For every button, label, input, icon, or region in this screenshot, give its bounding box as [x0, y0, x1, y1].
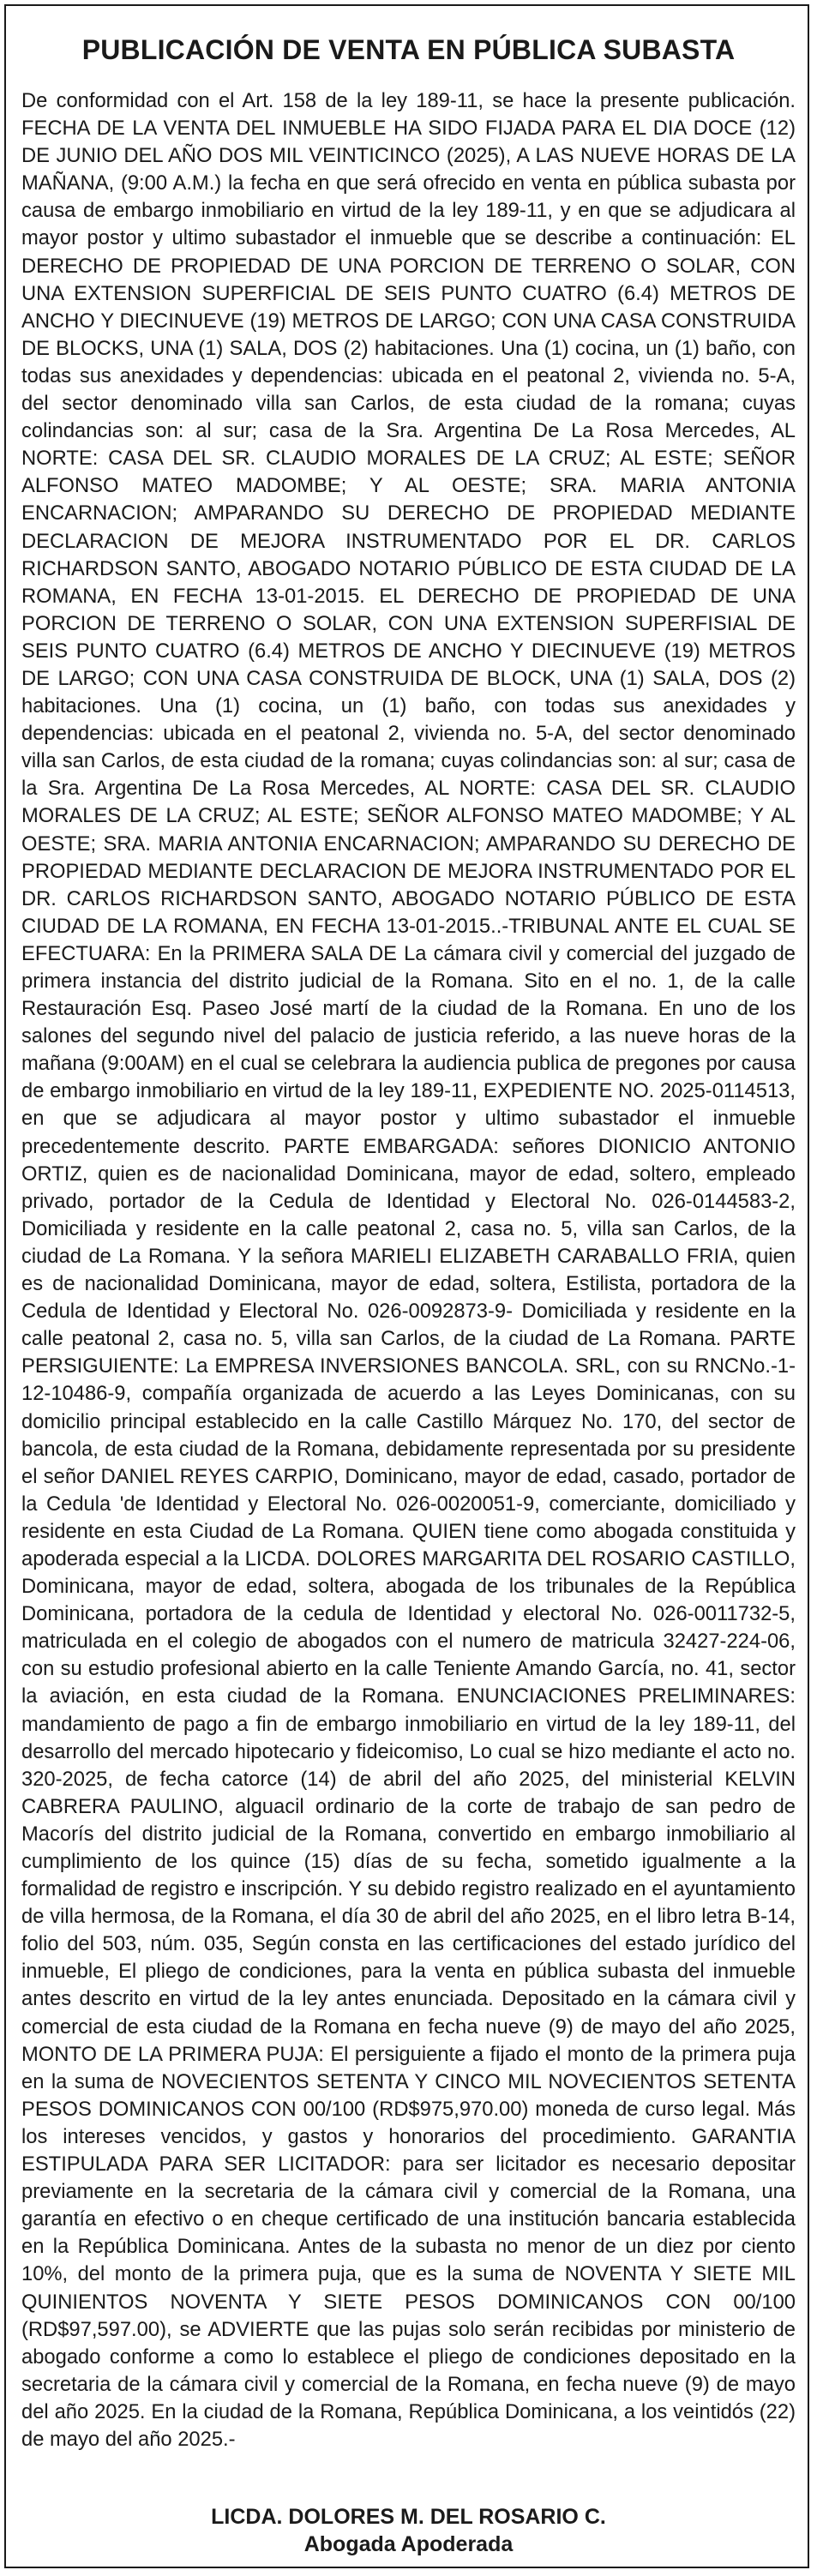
signature-block — [0, 2503, 817, 2558]
signature-role: Abogada Apoderada — [303, 2532, 514, 2556]
notice-body-text: De conformidad con el Art. 158 de la ley 189-11, se hace la presente publicación. FECHA DE LA VENTA DEL INMUEBLE HA SIDO FIJADA PARA EL DIA DOCE (12) DE JUNIO DEL AÑO DOS MIL VEINTICINCO (2025), A LAS NUEVE HORAS DE LA MAÑANA, (9:00 A.M.) la fecha en que será ofrecido en venta en pública subasta por causa de embargo inmobiliario en virtud de la ley 189-11, y en que se adjudicara al mayor postor y ultimo subastador el inmueble que se describe a continuación: EL DERECHO DE PROPIEDAD DE UNA PORCION DE TERRENO O SOLAR, CON UNA EXTENSION SUPERFICIAL DE SEIS PUNTO CUATRO (6.4) METROS DE ANCHO Y DIECINUEVE (19) METROS DE LARGO; CON UNA CASA CONSTRUIDA DE BLOCKS, UNA (1) SALA, DOS (2) habitaciones. Una (1) cocina, un (1) baño, con todas sus anexidades y dependencias: ubicada en el peatonal 2, vivienda no. 5-A, del sector denominado villa san Carlos, de esta ciudad de la romana; cuyas colindancias son: al sur; casa de la Sra. Argentina De La Rosa Mercedes, AL NORTE: CASA DEL SR. CLAUDIO MORALES DE LA CRUZ; AL ESTE; SEÑOR ALFONSO MATEO MADOMBE; Y AL OESTE; SRA. MARIA ANTONIA ENCARNACION; AMPARANDO SU DERECHO DE PROPIEDAD MEDIANTE DECLARACION DE MEJORA INSTRUMENTADO POR EL DR. CARLOS RICHARDSON SANTO, ABOGADO NOTARIO PÚBLICO DE ESTA CIUDAD DE LA ROMANA, EN FECHA 13-01-2015. EL DERECHO DE PROPIEDAD DE UNA PORCION DE TERRENO O SOLAR, CON UNA EXTENSION SUPERFISIAL DE SEIS PUNTO CUATRO (6.4) METROS DE ANCHO Y DIECINUEVE (19) METROS DE LARGO; CON UNA CASA CONSTRUIDA DE BLOCK, UNA (1) SALA, DOS (2) habitaciones. Una (1) cocina, un (1) baño, con todas sus anexidades y dependencias: ubicada en el peatonal 2, vivienda no. 5-A, del sector denominado villa san Carlos, de esta ciudad de la romana; cuyas colindancias son: al sur; casa de la Sra. Argentina De La Rosa Mercedes, AL NORTE: CASA DEL SR. CLAUDIO MORALES DE LA CRUZ; AL ESTE; SEÑOR ALFONSO MATEO MADOMBE; Y AL OESTE; SRA. MARIA ANTONIA ENCARNACION; AMPARANDO SU DERECHO DE PROPIEDAD MEDIANTE DECLARACION DE MEJORA INSTRUMENTADO POR EL DR. CARLOS RICHARDSON SANTO, ABOGADO NOTARIO PÚBLICO DE ESTA CIUDAD DE LA ROMANA, EN FECHA 13-01-2015..-TRIBUNAL ANTE EL CUAL SE EFECTUARA: En la PRIMERA SALA DE La cámara civil y comercial del juzgado de primera instancia del distrito judicial de la Romana. Sito en el no. 1, de la calle Restauración Esq. Paseo José martí de la ciudad de la Romana. En uno de los salones del segundo nivel del palacio de justicia referido, a las nueve horas de la mañana (9:00AM) en el cual se celebrara la audiencia publica de pregones por causa de embargo inmobiliario en virtud de la ley 189-11, EXPEDIENTE NO. 2025-0114513, en que se adjudicara al mayor postor y ultimo subastador el inmueble precedentemente descrito. PARTE EMBARGADA: señores DIONICIO ANTONIO ORTIZ, quien es de nacionalidad Dominicana, mayor de edad, soltero, empleado privado, portador de la Cedula de Identidad y Electoral No. 026-0144583-2, Domiciliada y residente en la calle peatonal 2, casa no. 5, villa san Carlos, de la ciudad de La Romana. Y la señora MARIELI ELIZABETH CARABALLO FRIA, quien es de nacionalidad Dominicana, mayor de edad, soltera, Estilista, portadora de la Cedula de Identidad y Electoral No. 026-0092873-9- Domiciliada y residente en la calle peatonal 2, casa no. 5, villa san Carlos, de la ciudad de La Romana. PARTE PERSIGUIENTE: La EMPRESA INVERSIONES BANCOLA. SRL, con su RNCNo.-1-12-10486-9, compañía organizada de acuerdo a las Leyes Dominicanas, con su domicilio principal establecido en la calle Castillo Márquez No. 170, del sector de bancola, de esta ciudad de la Romana, debidamente representada por su presidente el señor DANIEL REYES CARPIO, Dominicano, mayor de edad, casado, portador de la Cedula 'de Identidad y Electoral No. 026-0020051-9, comerciante, domiciliado y residente en esta Ciudad de La Romana. QUIEN tiene como abogada constituida y apoderada especial a la LICDA. DOLORES MARGARITA DEL ROSARIO CASTILLO, Dominicana, mayor de edad, soltera, abogada de los tribunales de la República Dominicana, portadora de la cedula de Identidad y electoral No. 026-0011732-5, matriculada en el colegio de abogados con el numero de matricula 32427-224-06, con su estudio profesional abierto en la calle Teniente Amando García, no. 41, sector la aviación, en esta ciudad de la Romana. ENUNCIACIONES PRELIMINARES: mandamiento de pago a fin de embargo inmobiliario en virtud de la ley 189-11, del desarrollo del mercado hipotecario y fideicomiso, Lo cual se hizo mediante el acto no. 320-2025, de fecha catorce (14) de abril del año 2025, del ministerial KELVIN CABRERA PAULINO, alguacil ordinario de la corte de trabajo de san pedro de Macorís del distrito judicial de la Romana, convertido en embargo inmobiliario al cumplimiento de los quince (15) días de su fecha, sometido igualmente a la formalidad de registro e inscripción. Y su debido registro realizado en el ayuntamiento de villa hermosa, de la Romana, el día 30 de abril del año 2025, en el libro letra B-14, folio del 503, núm. 035, Según consta en las certificaciones del estado jurídico del inmueble, El pliego de condiciones, para la venta en pública subasta del inmueble antes descrito en virtud de la ley antes enunciada. Depositado en la cámara civil y comercial de esta ciudad de la Romana en fecha nueve (9) de mayo del año 2025, MONTO DE LA PRIMERA PUJA: El persiguiente a fijado el monto de la primera puja en la suma de NOVECIENTOS SETENTA Y CINCO MIL NOVECIENTOS SETENTA PESOS DOMINICANOS CON 00/100 (RD$975,970.00) moneda de curso legal. Más los intereses vencidos, y gastos y honorarios del procedimiento. GARANTIA ESTIPULADA PARA SER LICITADOR: para ser licitador es necesario depositar previamente en la secretaria de la cámara civil y comercial de la Romana, una garantía en efectivo o en cheque certificado de una institución bancaria establecida en la República Dominicana. Antes de la subasta no menor de un diez por ciento 10%, del monto de la primera puja, que es la suma de NOVENTA Y SIETE MIL QUINIENTOS NOVENTA Y SIETE PESOS DOMINICANOS CON 00/100 (RD$97,597.00), se ADVIERTE que las pujas solo serán recibidas por ministerio de abogado conforme a como lo establece el pliego de condiciones depositado en la secretaria de la cámara civil y comercial de la Romana, en fecha nueve (9) de mayo del año 2025. En la ciudad de la Romana, República Dominicana, a los veintidós (22) de mayo del año 2025.- — [21, 89, 796, 2451]
notice-body — [21, 87, 796, 2453]
notice-title: PUBLICACIÓN DE VENTA EN PÚBLICA SUBASTA — [81, 34, 736, 65]
signature-name: LICDA. DOLORES M. DEL ROSARIO C. — [211, 2505, 606, 2529]
